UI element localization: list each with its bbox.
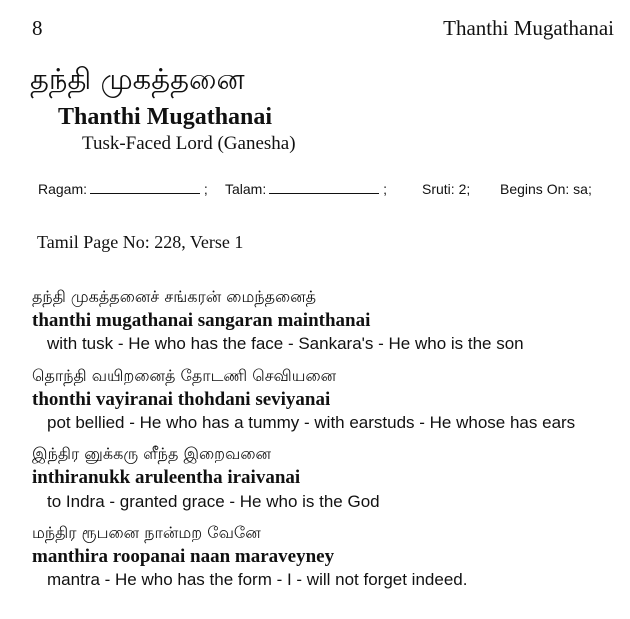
talam-field — [225, 181, 387, 197]
verse-3-tamil: இந்திர னுக்கரு ளீந்த இறைவனை — [32, 444, 272, 463]
talam-blank-line — [269, 181, 379, 194]
ragam-blank-line — [90, 181, 200, 194]
song-meaning-subtitle: Tusk-Faced Lord (Ganesha) — [82, 133, 296, 154]
talam-separator: ; — [383, 181, 388, 197]
verse-4-tamil: மந்திர ரூபனை நான்மற வேனே — [32, 523, 261, 542]
verse-1-transliteration: thanthi mugathanai sangaran mainthanai — [32, 310, 371, 331]
verse-3-transliteration: inthiranukk aruleentha iraivanai — [32, 467, 301, 488]
verse-3-english: to Indra - granted grace - He who is the God — [47, 492, 380, 511]
verse-4-english: mantra - He who has the form - I - will not forget indeed. — [47, 570, 468, 589]
verse-2-tamil: தொந்தி வயிறனைத் தோடணி செவியனை — [32, 366, 337, 385]
verse-1-english: with tusk - He who has the face - Sankara's - He who is the son — [47, 334, 524, 353]
verse-1-tamil: தந்தி முகத்தனைச் சங்கரன் மைந்தனைத் — [32, 287, 317, 306]
ragam-field — [38, 181, 208, 197]
song-title-english: Thanthi Mugathanai — [58, 104, 273, 130]
verse-4-transliteration: manthira roopanai naan maraveyney — [32, 546, 335, 567]
begins-on-field: Begins On: sa; — [500, 181, 592, 197]
ragam-separator: ; — [203, 181, 208, 197]
page-number: 8 — [32, 16, 43, 40]
verse-2-english: pot bellied - He who has a tummy - with earstuds - He whose has ears — [47, 413, 576, 432]
talam-label: Talam: — [225, 181, 267, 197]
running-header-title: Thanthi Mugathanai — [443, 16, 614, 40]
verse-2-transliteration: thonthi vayiranai thohdani seviyanai — [32, 389, 331, 410]
tamil-page-reference: Tamil Page No: 228, Verse 1 — [37, 232, 244, 252]
ragam-label: Ragam: — [38, 181, 88, 197]
song-title-tamil: தந்தி முகத்தனை — [30, 62, 245, 96]
sruti-field: Sruti: 2; — [422, 181, 471, 197]
